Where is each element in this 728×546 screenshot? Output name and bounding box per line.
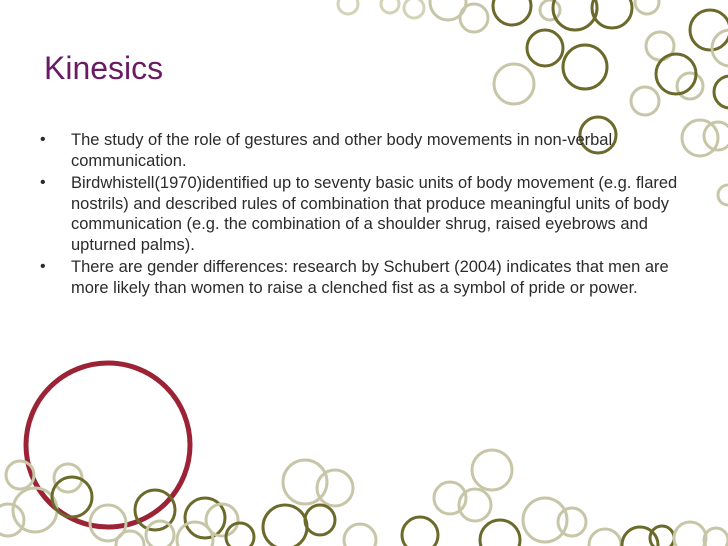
bullet-icon: • [40, 174, 46, 191]
slide-title: Kinesics [44, 50, 164, 86]
bottom-circle-cluster [0, 450, 728, 546]
bullet-icon: • [40, 258, 46, 275]
bullet-text: The study of the role of gestures and other body movements in non-verbal communication. [71, 131, 613, 170]
bullet-item [40, 173, 700, 255]
bullet-icon: • [40, 131, 46, 148]
bullet-text: There are gender differences: research by Schubert (2004) indicates that men are more likely than women to raise a clenched fist as a symbol of pride or power. [71, 258, 669, 297]
large-burgundy-ring [26, 363, 190, 527]
bullet-text: Birdwhistell(1970)identified up to seventy basic units of body movement (e.g. flared nostrils) and described rules of combination that produce meaningful units of body communication (e.g. the combination of a shoulder shrug, raised eyebrows and upturned palms). [71, 174, 678, 254]
bullet-item [40, 257, 700, 298]
bullet-list [40, 130, 700, 300]
bullet-item [40, 130, 700, 171]
